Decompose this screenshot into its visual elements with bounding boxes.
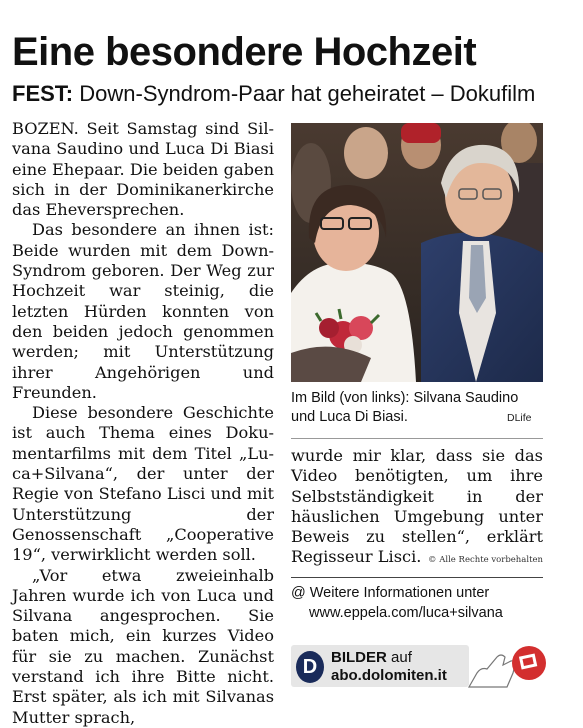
photo-caption: Im Bild (von links): Silvana Saudino und Luca Di Biasi.: [291, 390, 519, 425]
dolomiten-logo-icon: D: [296, 651, 324, 683]
promo-text: [331, 649, 447, 685]
wedding-photo-illustration: [291, 123, 543, 382]
photo-credit: DLife: [507, 412, 532, 424]
promo-bold: BILDER: [331, 649, 387, 666]
paragraph-2: Das besondere an ihnen ist: Beide wurden mit dem DownSyndrom geboren. Der Weg zur Hochzeit war steinig, die letzten Hürden konnten von den beiden jedoch genommen werden; mit Unterstützung ihrer Angehörigen und Freunden.: [12, 220, 274, 402]
promo-box[interactable]: [291, 645, 469, 687]
headline: Eine besondere Hochzeit: [12, 30, 477, 74]
more-info-link[interactable]: www.eppela.com/luca+silvana: [309, 605, 503, 621]
article-column-right: [291, 446, 543, 568]
promo-rest: auf: [386, 649, 412, 666]
more-info: [291, 583, 543, 623]
more-info-label: @ Weitere Informationen unter: [291, 585, 490, 601]
hand-photo-icon: [467, 643, 547, 691]
article-column-left: [12, 119, 274, 728]
wedding-photo: [291, 123, 543, 382]
promo-site: abo.dolomiten.it: [331, 667, 447, 684]
continuation-paragraph: wurde mir klar, dass sie das Video benötigten, um ihre Selbstständigkeit in der häuslichen Umgebung unter Beweis zu stellen“, erklärt Regisseur Lisci.: [291, 446, 543, 567]
caption-divider: [291, 438, 543, 439]
paragraph-1: BOZEN. Seit Samstag sind Silvana Saudino und Luca Di Biasi eine Ehepaar. Die beiden gaben sich in der Dominikanerkirche das Eheversprechen.: [12, 119, 274, 220]
subheadline-text: Down-Syndrom-Paar hat geheiratet – Dokufilm: [79, 81, 536, 106]
copyright-note: © Alle Rechte vorbehalten: [428, 555, 543, 565]
info-divider: [291, 577, 543, 578]
paragraph-3: Diese besondere Geschichte ist auch Thema eines Dokumentarfilms mit dem Titel „Luca+Silvana“, der unter der Regie von Stefano Lisci und mit Unterstützung der Genossenschaft „Cooperative 19“, verwirklicht werden soll.: [12, 403, 274, 565]
paragraph-4: „Vor etwa zweieinhalb Jahren wurde ich von Luca und Silvana angesprochen. Sie baten mich, ein kurzes Video für sie zu machen. Zunächst verstand ich ihre Bitte nicht. Erst später, als ich mit Silvanas Mutter sprach,: [12, 565, 274, 727]
dolomiten-promo[interactable]: [291, 643, 543, 691]
subheadline: [12, 80, 535, 108]
kicker: FEST:: [12, 81, 74, 106]
